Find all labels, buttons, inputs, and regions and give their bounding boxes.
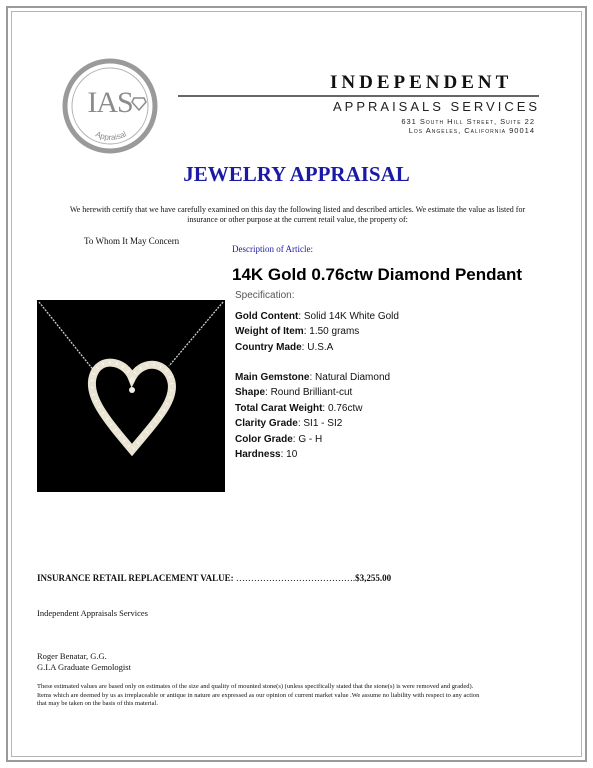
address-line-1: 631 South Hill Street, Suite 22 bbox=[401, 117, 535, 126]
valuation-dots: …………………………………. bbox=[235, 573, 356, 583]
logo-ring-text: Appraisal bbox=[94, 129, 128, 143]
spec-row: Weight of Item: 1.50 grams bbox=[235, 326, 360, 337]
spec-row: Total Carat Weight: 0.76ctw bbox=[235, 403, 363, 414]
signature-name: Roger Benatar, G.G. bbox=[37, 651, 107, 661]
signature-title: G.I.A Graduate Gemologist bbox=[37, 662, 131, 672]
spec-row: Country Made: U.S.A bbox=[235, 342, 334, 353]
disclaimer: These estimated values are based only on estimates of the size and quality of mounted stone(s) (unless specifically stated that the stone(s) is were removed and graded). Items which are deemed by us as irreplaceable or antique in nature are expressed as our opinion of current market value .We assume no liability with respect to any action that may be taken on the basis of this material. bbox=[37, 683, 480, 707]
valuation-label: INSURANCE RETAIL REPLACEMENT VALUE: bbox=[37, 573, 234, 583]
description-label: Description of Article: bbox=[232, 244, 313, 254]
valuation-amount: $3,255.00 bbox=[355, 573, 392, 583]
header-rule bbox=[178, 95, 539, 97]
document-title: JEWELRY APPRAISAL bbox=[183, 162, 410, 186]
spec-row: Color Grade: G - H bbox=[235, 434, 323, 445]
ias-logo bbox=[62, 58, 158, 154]
company-subtitle: APPRAISALS SERVICES bbox=[333, 99, 541, 114]
logo-letters: IAS bbox=[87, 86, 133, 119]
address-line-2: Los Angeles, California 90014 bbox=[408, 126, 535, 135]
spec-row: Shape: Round Brilliant-cut bbox=[235, 387, 353, 398]
company-name: INDEPENDENT bbox=[330, 72, 513, 93]
product-photo bbox=[37, 300, 225, 492]
spec-row: Hardness: 10 bbox=[235, 449, 298, 460]
certification-text: We herewith certify that we have carefully examined on this day the following listed and described articles. We estimate the value as listed for insurance or other purpose at the current retail value, the property of: bbox=[69, 205, 526, 224]
spec-row: Clarity Grade: SI1 - SI2 bbox=[235, 418, 343, 429]
spec-row: Main Gemstone: Natural Diamond bbox=[235, 372, 391, 383]
spec-row: Gold Content: Solid 14K White Gold bbox=[235, 311, 399, 322]
item-title: 14K Gold 0.76ctw Diamond Pendant bbox=[232, 265, 523, 284]
valuation-line bbox=[37, 573, 391, 583]
recipient: To Whom It May Concern bbox=[84, 236, 180, 246]
signature-company: Independent Appraisals Services bbox=[37, 608, 148, 618]
specification-label: Specification: bbox=[235, 290, 295, 301]
